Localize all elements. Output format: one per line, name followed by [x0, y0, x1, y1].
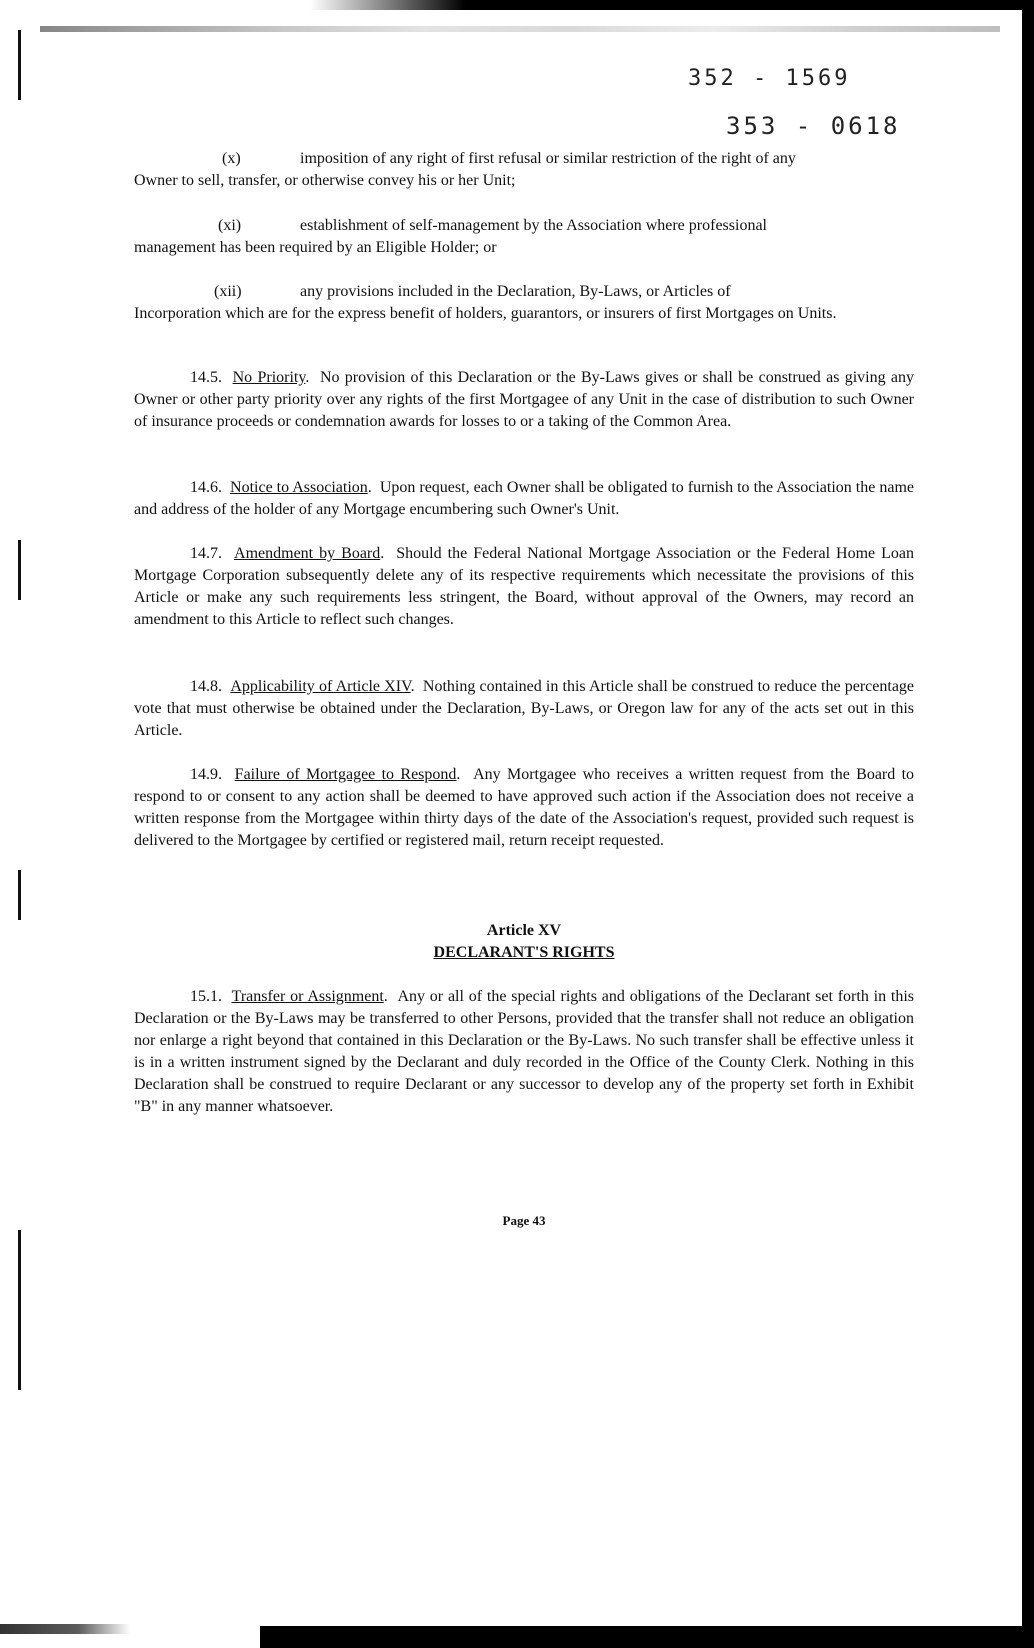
scan-smudge-top [40, 26, 1000, 32]
filing-number-second: 353 - 0618 [726, 112, 901, 140]
scan-mark-left [18, 30, 21, 100]
section-title: No Priority [232, 369, 306, 386]
scan-border-top [0, 0, 1034, 10]
section-text: No provision of this Declaration or the By-Laws gives or shall be construed as giving any Owner or other party priority over any rights of the first Mortgagee of any Unit in the case of distribution to such Owner of insurance proceeds or condemnation awards for losses to or a taking of the Common Area. [134, 369, 915, 430]
section-number: 14.7. [190, 545, 222, 562]
filing-number-first: 352 - 1569 [688, 66, 851, 91]
section-text: Upon request, each Owner shall be obligated to furnish to the Association the name and address of the holder of any Mortgage encumbering such Owner's Unit. [134, 479, 914, 518]
section-text: Any Mortgagee who receives a written request from the Board to respond to or consent to any action shall be deemed to have approved such action if the Association does not receive a written response from the Mortgagee within thirty days of the date of the Association's request, provided such request is delivered to the Mortgagee by certified or registered mail, return receipt requested. [134, 766, 915, 849]
section-15-1: 15.1. Transfer or Assignment. Any or all of the special rights and obligations of the Declarant set forth in this Declaration or the By-Laws may be transferred to other Persons, provided that the transfer shall not reduce an obligation nor enlarge a right beyond that contained in this Declaration or the By-Laws. No such transfer shall be effective unless it is in a written instrument signed by the Declarant and duly recorded in the Office of the County Clerk. Nothing in this Declaration shall be construed to require Declarant or any successor to develop any of the property set forth in Exhibit "B" in any manner whatsoever. [134, 988, 915, 1115]
section-title: Failure of Mortgagee to Respond [234, 766, 457, 783]
section-14-9: 14.9. Failure of Mortgagee to Respond. Any Mortgagee who receives a written request from the Board to respond to or consent to any action shall be deemed to have approved such action if the Association does not receive a written response from the Mortgagee within thirty days of the date of the Association's request, provided such request is delivered to the Mortgagee by certified or registered mail, return receipt requested. [134, 766, 915, 849]
article-label: Article XV [486, 922, 562, 939]
scan-border-right [1022, 0, 1034, 1648]
clause-continuation: Owner to sell, transfer, or otherwise convey his or her Unit; [134, 172, 516, 189]
clause-number: (x) [222, 150, 241, 167]
section-title: Notice to Association [230, 479, 368, 496]
scan-mark-left [18, 540, 21, 600]
section-14-6: 14.6. Notice to Association. Upon request, each Owner shall be obligated to furnish to the Association the name and address of the holder of any Mortgage encumbering such Owner's Unit. [134, 479, 914, 518]
scan-mark-left [18, 1230, 21, 1390]
clause-number: (xii) [214, 283, 242, 300]
scan-mark-left [18, 870, 21, 920]
page-number: Page 43 [502, 1213, 546, 1228]
scan-smudge-bottom-left [0, 1624, 130, 1634]
section-text: Nothing contained in this Article shall be construed to reduce the percentage vote that must otherwise be obtained under the Declaration, By-Laws, or Oregon law for any of the acts set out in this Article. [134, 678, 915, 739]
section-number: 14.8. [190, 678, 222, 695]
clause-first-line: establishment of self-management by the Association where professional [300, 217, 767, 234]
section-title: Amendment by Board [234, 545, 381, 562]
section-title: Applicability of Article XIV [230, 678, 411, 695]
section-title: Transfer or Assignment [231, 988, 384, 1005]
section-14-7: 14.7. Amendment by Board. Should the Federal National Mortgage Association or the Federal Home Loan Mortgage Corporation subsequently delete any of its respective requirements which necessitate the provisions of this Article or make any such requirements less stringent, the Board, without approval of the Owners, may record an amendment to this Article to reflect such changes. [134, 545, 915, 628]
scan-border-bottom [260, 1626, 1034, 1648]
clause-first-line: any provisions included in the Declaration, By-Laws, or Articles of [300, 283, 731, 300]
section-text: Should the Federal National Mortgage Association or the Federal Home Loan Mortgage Corporation subsequently delete any of its respective requirements which necessitate the provisions of this Article or make any such requirements less stringent, the Board, without approval of the Owners, may record an amendment to this Article to reflect such changes. [134, 545, 915, 628]
section-14-5: 14.5. No Priority. No provision of this Declaration or the By-Laws gives or shall be construed as giving any Owner or other party priority over any rights of the first Mortgagee of any Unit in the case of distribution to such Owner of insurance proceeds or condemnation awards for losses to or a taking of the Common Area. [134, 369, 915, 430]
section-number: 15.1. [190, 988, 222, 1005]
section-text: Any or all of the special rights and obligations of the Declarant set forth in this Declaration or the By-Laws may be transferred to other Persons, provided that the transfer shall not reduce an obligation nor enlarge a right beyond that contained in this Declaration or the By-Laws. No such transfer shall be effective unless it is in a written instrument signed by the Declarant and duly recorded in the Office of the County Clerk. Nothing in this Declaration shall be construed to require Declarant or any successor to develop any of the property set forth in Exhibit "B" in any manner whatsoever. [134, 988, 915, 1115]
clause-first-line: imposition of any right of first refusal or similar restriction of the right of any [300, 150, 796, 167]
clause-continuation: Incorporation which are for the express benefit of holders, guarantors, or insurers of first Mortgages on Units. [134, 305, 837, 322]
article-title: DECLARANT'S RIGHTS [433, 944, 615, 961]
section-number: 14.6. [190, 479, 222, 496]
clause-continuation: management has been required by an Eligible Holder; or [134, 239, 497, 256]
section-14-8: 14.8. Applicability of Article XIV. Nothing contained in this Article shall be construed to reduce the percentage vote that must otherwise be obtained under the Declaration, By-Laws, or Oregon law for any of the acts set out in this Article. [134, 678, 915, 739]
section-number: 14.9. [190, 766, 222, 783]
clause-number: (xi) [218, 217, 242, 234]
section-number: 14.5. [190, 369, 222, 386]
